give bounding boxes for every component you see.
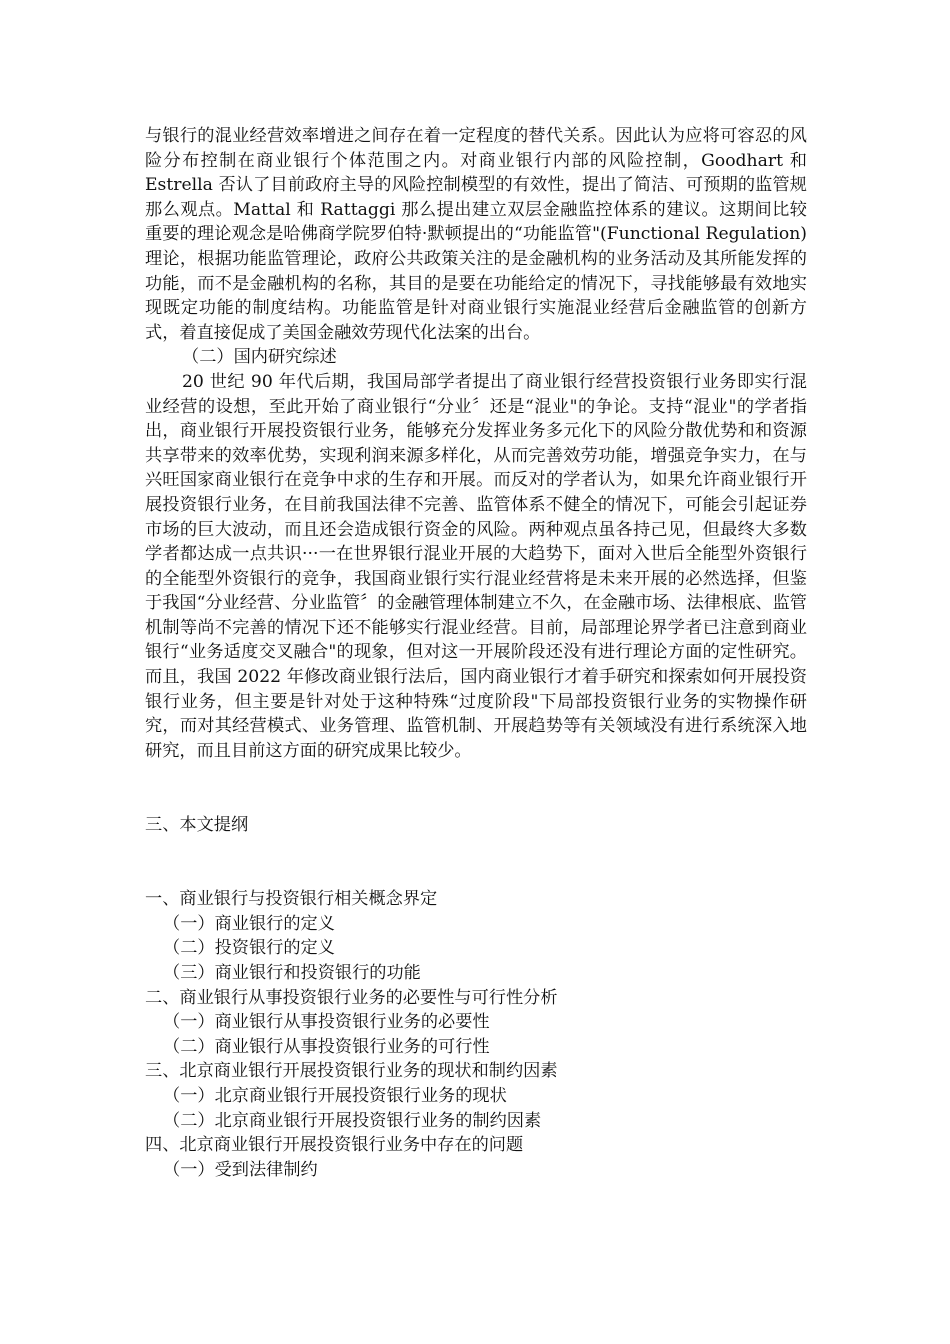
outline-list [145, 887, 807, 1182]
outline-subitem: （一）受到法律制约 [163, 1159, 318, 1180]
outline-subitem: （一）商业银行的定义 [163, 913, 335, 934]
spacer [145, 862, 807, 887]
outline-subitem: （二）投资银行的定义 [163, 938, 335, 959]
outline-subitem: （三）商业银行和投资银行的功能 [163, 963, 421, 983]
outline-subitem: （二）北京商业银行开展投资银行业务的制约因素 [163, 1110, 542, 1131]
outline-item: 二、商业银行从事投资银行业务的必要性与可行性分析 [145, 987, 558, 1008]
outline-item: 一、商业银行与投资银行相关概念界定 [145, 889, 438, 910]
subheading-domestic-research: （二）国内研究综述 [182, 347, 337, 368]
outline-item: 四、北京商业银行开展投资银行业务中存在的问题 [145, 1135, 524, 1156]
outline-subitem: （一）商业银行从事投资银行业务的必要性 [163, 1012, 490, 1033]
outline-subitem: （一）北京商业银行开展投资银行业务的现状 [163, 1085, 507, 1106]
body-paragraph-2: 20 世纪 90 年代后期，我国局部学者提出了商业银行经营投资银行业务即实行混业经营的设想，至此开始了商业银行“分业〞还是“混业"的争论。支持“混业"的学者指出，商业银行开展投资银行业务，能够充分发挥业务多元化下的风险分散优势和和资源共享带来的效率优势，实现利润来源多样化，从而完善效劳功能，增强竞争实力，在与兴旺国家商业银行在竞争中求的生存和开展。而反对的学者认为，如果允许商业银行开展投资银行业务，在目前我国法律不完善、监管体系不健全的情况下，可能会引起证券市场的巨大波动，而且还会造成银行资金的风险。两种观点虽各持己见，但最终大多数学者都达成一点共识···一在世界银行混业开展的大趋势下，面对入世后全能型外资银行的全能型外资银行的竞争，我国商业银行实行混业经营将是未来开展的必然选择，但鉴于我国“分业经营、分业监管〞的金融管理体制建立不久，在金融市场、法律根底、监管机制等尚不完善的情况下还不能够实行混业经营。目前，局部理论界学者已注意到商业银行“业务适度交叉融合"的现象，但对这一开展阶段还没有进行理论方面的定性研究。而且，我国 2022 年修改商业银行法后，国内商业银行才着手研究和探索如何开展投资银行业务，但主要是针对处于这种特殊“过度阶段"下局部投资银行业务的实物操作研究，而对其经营模式、业务管理、监管机制、开展趋势等有关领域没有进行系统深入地研究，而且目前这方面的研究成果比较少。 [145, 371, 807, 761]
spacer [145, 838, 807, 863]
document-page [145, 124, 807, 1182]
outline-item: 三、北京商业银行开展投资银行业务的现状和制约因素 [145, 1061, 558, 1082]
outline-subitem: （二）商业银行从事投资银行业务的可行性 [163, 1036, 490, 1057]
spacer [145, 788, 807, 813]
body-paragraph-1: 与银行的混业经营效率增进之间存在着一定程度的替代关系。因此认为应将可容忍的风险分布控制在商业银行个体范围之内。对商业银行内部的风险控制，Goodhart 和 Estrella 否认了目前政府主导的风险控制模型的有效性，提出了简洁、可预期的监管规那么观点。Mattal 和 Rattaggi 那么提出建立双层金融监控体系的建议。这期间比较重要的理论观念是哈佛商学院罗伯特·默顿提出的“功能监管"(Functional Regulation)理论，根据功能监管理论，政府公共政策关注的是金融机构的业务活动及其所能发挥的功能，而不是金融机构的名称，其目的是要在功能给定的情况下，寻找能够最有效地实现既定功能的制度结构。功能监管是针对商业银行实施混业经营后金融监管的创新方式，着直接促成了美国金融效劳现代化法案的出台。 [145, 126, 807, 343]
section-title-outline: 三、本文提纲 [145, 815, 249, 836]
spacer [145, 763, 807, 788]
